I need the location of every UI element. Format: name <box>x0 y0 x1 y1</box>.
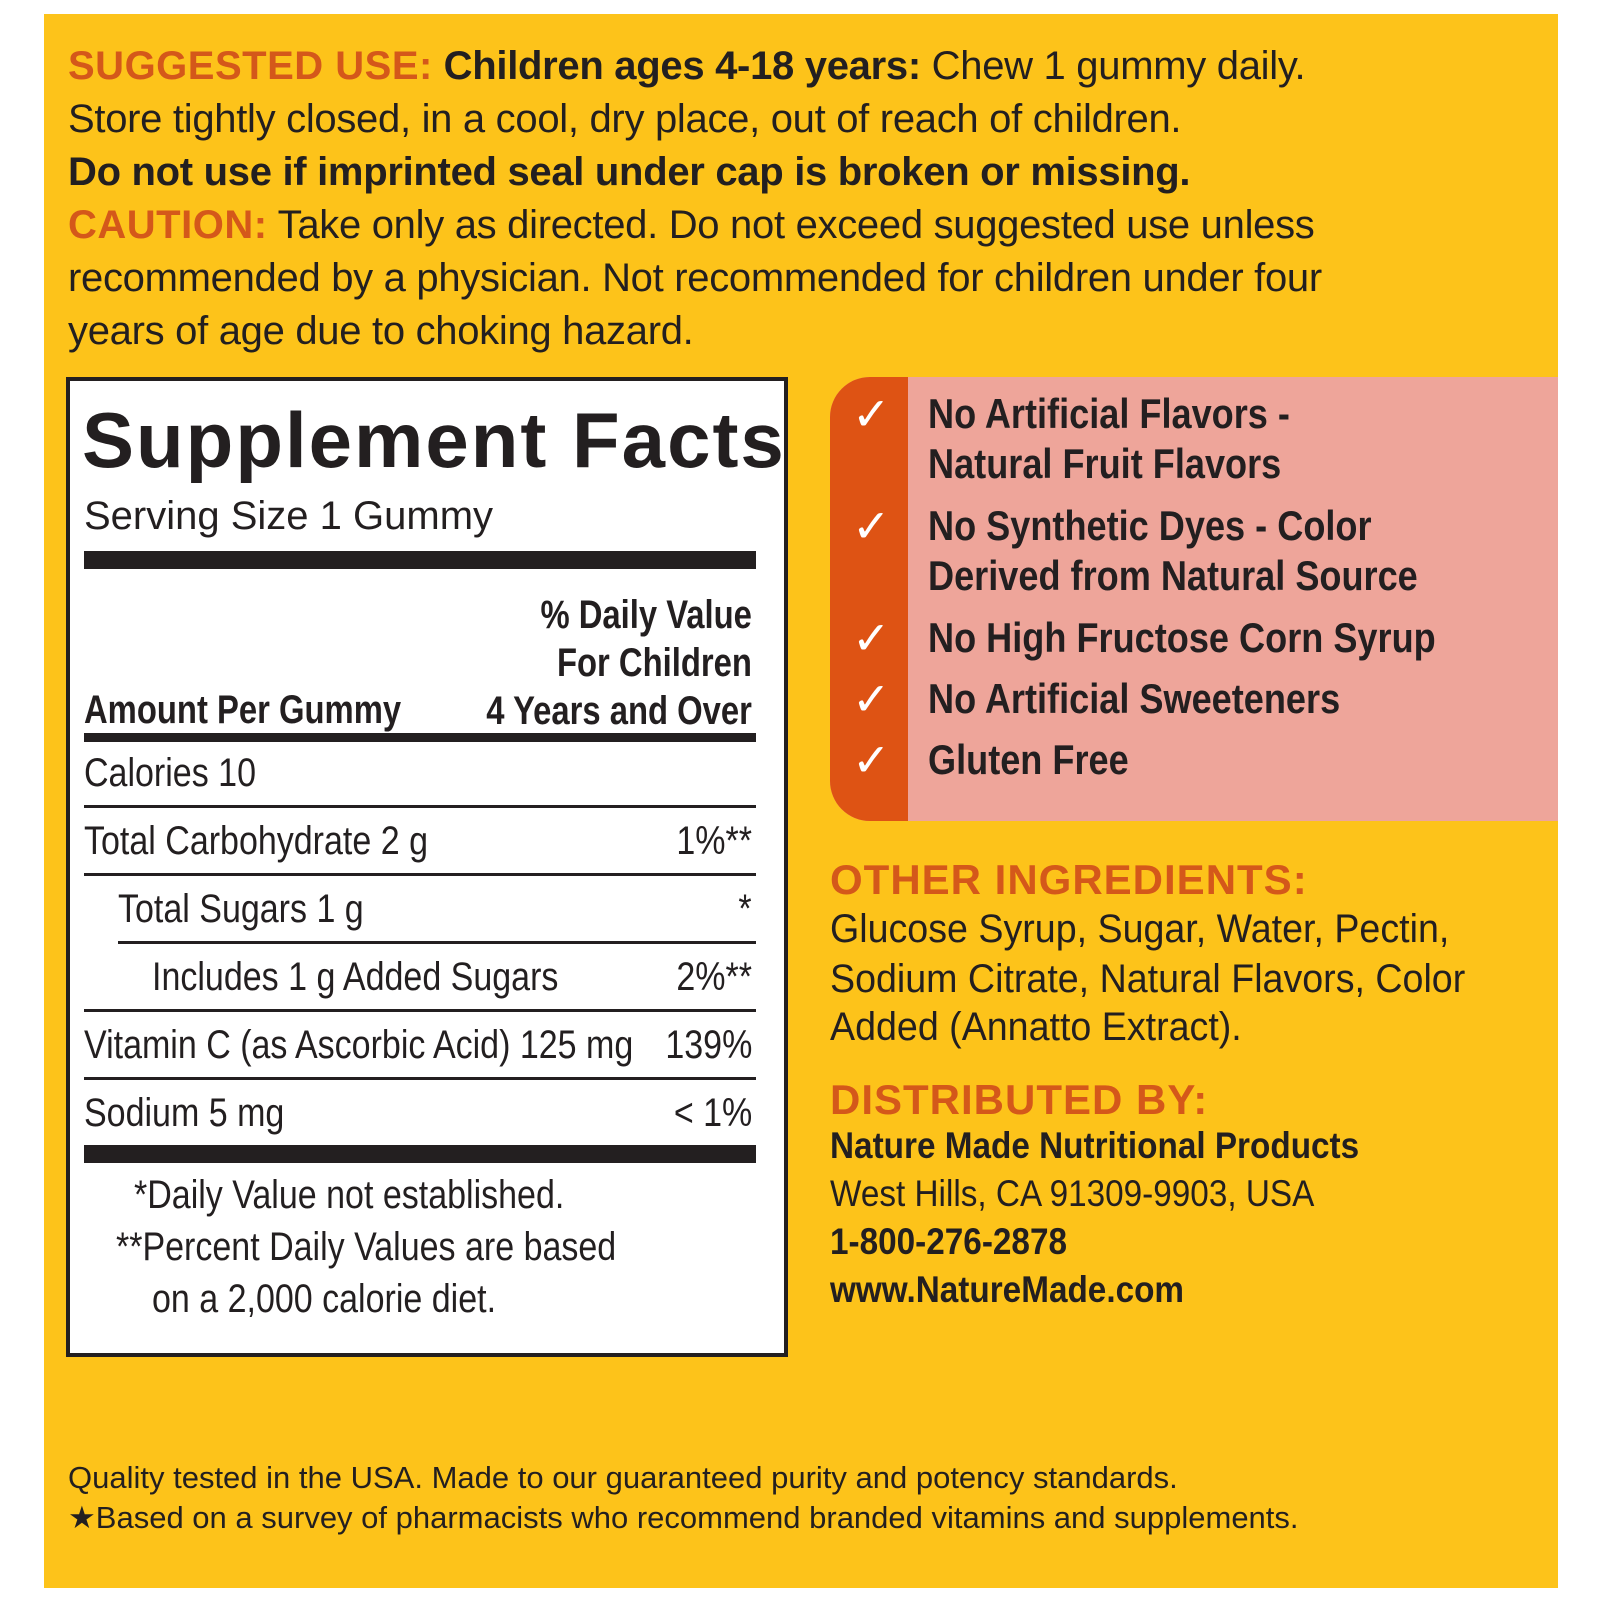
check-icon: ✓ <box>852 673 891 725</box>
footnote-percent: **Percent Daily Values are based <box>116 1225 617 1269</box>
dv-line-2: For Children <box>557 641 752 685</box>
supplement-facts-panel <box>66 377 788 1357</box>
survey-statement: ★Based on a survey of pharmacists who recommend branded vitamins and supplements. <box>68 1500 1299 1535</box>
dose-text: Chew 1 gummy daily. <box>931 44 1306 88</box>
ingredients-line: Glucose Syrup, Sugar, Water, Pectin, <box>830 907 1450 951</box>
check-icon: ✓ <box>852 612 891 664</box>
row-divider <box>84 873 756 876</box>
row-label: Vitamin C (as Ascorbic Acid) 125 mg <box>84 1023 634 1067</box>
facts-row <box>152 947 752 1007</box>
facts-row <box>84 1015 752 1075</box>
facts-row <box>84 743 752 803</box>
row-label: Calories 10 <box>84 751 256 795</box>
row-value: 1%** <box>676 819 752 863</box>
claim-line: Natural Fruit Flavors <box>928 440 1282 487</box>
facts-row <box>84 811 752 871</box>
dv-line-1: % Daily Value <box>540 593 752 637</box>
footnote-dv: *Daily Value not established. <box>134 1173 565 1217</box>
check-icon: ✓ <box>852 500 891 552</box>
claim-text: Gluten Free <box>928 736 1129 783</box>
caution-line <box>68 199 1538 252</box>
caution-header: CAUTION: <box>68 203 268 247</box>
claim-text: No Artificial Sweeteners <box>928 675 1341 722</box>
distributor-address: West Hills, CA 91309-9903, USA <box>830 1173 1315 1214</box>
divider-thick <box>84 551 756 569</box>
row-divider <box>118 941 756 944</box>
divider-thick <box>84 1145 756 1163</box>
facts-row <box>118 879 752 939</box>
facts-row <box>84 1083 752 1143</box>
row-value: * <box>738 887 752 931</box>
caution-text-1: Take only as directed. Do not exceed suggested use unless <box>277 203 1315 247</box>
usage-section <box>68 40 1538 358</box>
check-icon: ✓ <box>852 388 891 440</box>
caution-text-3: years of age due to choking hazard. <box>68 309 694 353</box>
divider-mid <box>84 733 756 742</box>
row-value: 2%** <box>676 955 752 999</box>
distributor-phone: 1-800-276-2878 <box>830 1221 1067 1262</box>
caution-text-2: recommended by a physician. Not recommended for children under four <box>68 256 1322 300</box>
claim-text <box>928 501 1418 601</box>
facts-title: Supplement Facts <box>82 396 786 484</box>
claim-text: No High Fructose Corn Syrup <box>928 614 1436 661</box>
claim-text <box>928 389 1290 489</box>
amount-per-gummy-header: Amount Per Gummy <box>84 688 402 732</box>
ingredients-header: OTHER INGREDIENTS: <box>830 856 1308 903</box>
quality-statement: Quality tested in the USA. Made to our guaranteed purity and potency standards. <box>68 1460 1178 1495</box>
row-label: Sodium 5 mg <box>84 1091 285 1135</box>
claim-line: No Synthetic Dyes - Color <box>928 502 1372 549</box>
row-divider <box>84 1077 756 1080</box>
children-age-label: Children ages 4-18 years: <box>443 44 921 88</box>
row-value: < 1% <box>673 1091 752 1135</box>
seal-warning: Do not use if imprinted seal under cap is broken or missing. <box>68 150 1191 194</box>
ingredients-line: Added (Annatto Extract). <box>830 1005 1242 1049</box>
distributor-header: DISTRIBUTED BY: <box>830 1076 1209 1123</box>
claim-line: Derived from Natural Source <box>928 552 1418 599</box>
row-divider <box>84 805 756 808</box>
distributor-company: Nature Made Nutritional Products <box>830 1125 1360 1166</box>
row-label: Total Sugars 1 g <box>118 887 364 931</box>
suggested-use-header: SUGGESTED USE: <box>68 44 433 88</box>
daily-value-header <box>486 591 752 735</box>
claims-box <box>830 377 1558 821</box>
suggested-use-line <box>68 40 1538 93</box>
row-divider <box>84 1009 756 1012</box>
row-value: 139% <box>665 1023 752 1067</box>
claim-line: No Artificial Flavors - <box>928 390 1290 437</box>
ingredients-line: Sodium Citrate, Natural Flavors, Color <box>830 957 1466 1001</box>
footnote-calorie: on a 2,000 calorie diet. <box>152 1277 497 1321</box>
check-icon: ✓ <box>852 734 891 786</box>
serving-size: Serving Size 1 Gummy <box>84 494 494 538</box>
row-label: Total Carbohydrate 2 g <box>84 819 428 863</box>
distributor-website: www.NatureMade.com <box>830 1269 1185 1310</box>
row-label: Includes 1 g Added Sugars <box>152 955 559 999</box>
storage-text: Store tightly closed, in a cool, dry place, out of reach of children. <box>68 97 1182 141</box>
dv-line-3: 4 Years and Over <box>486 689 752 733</box>
